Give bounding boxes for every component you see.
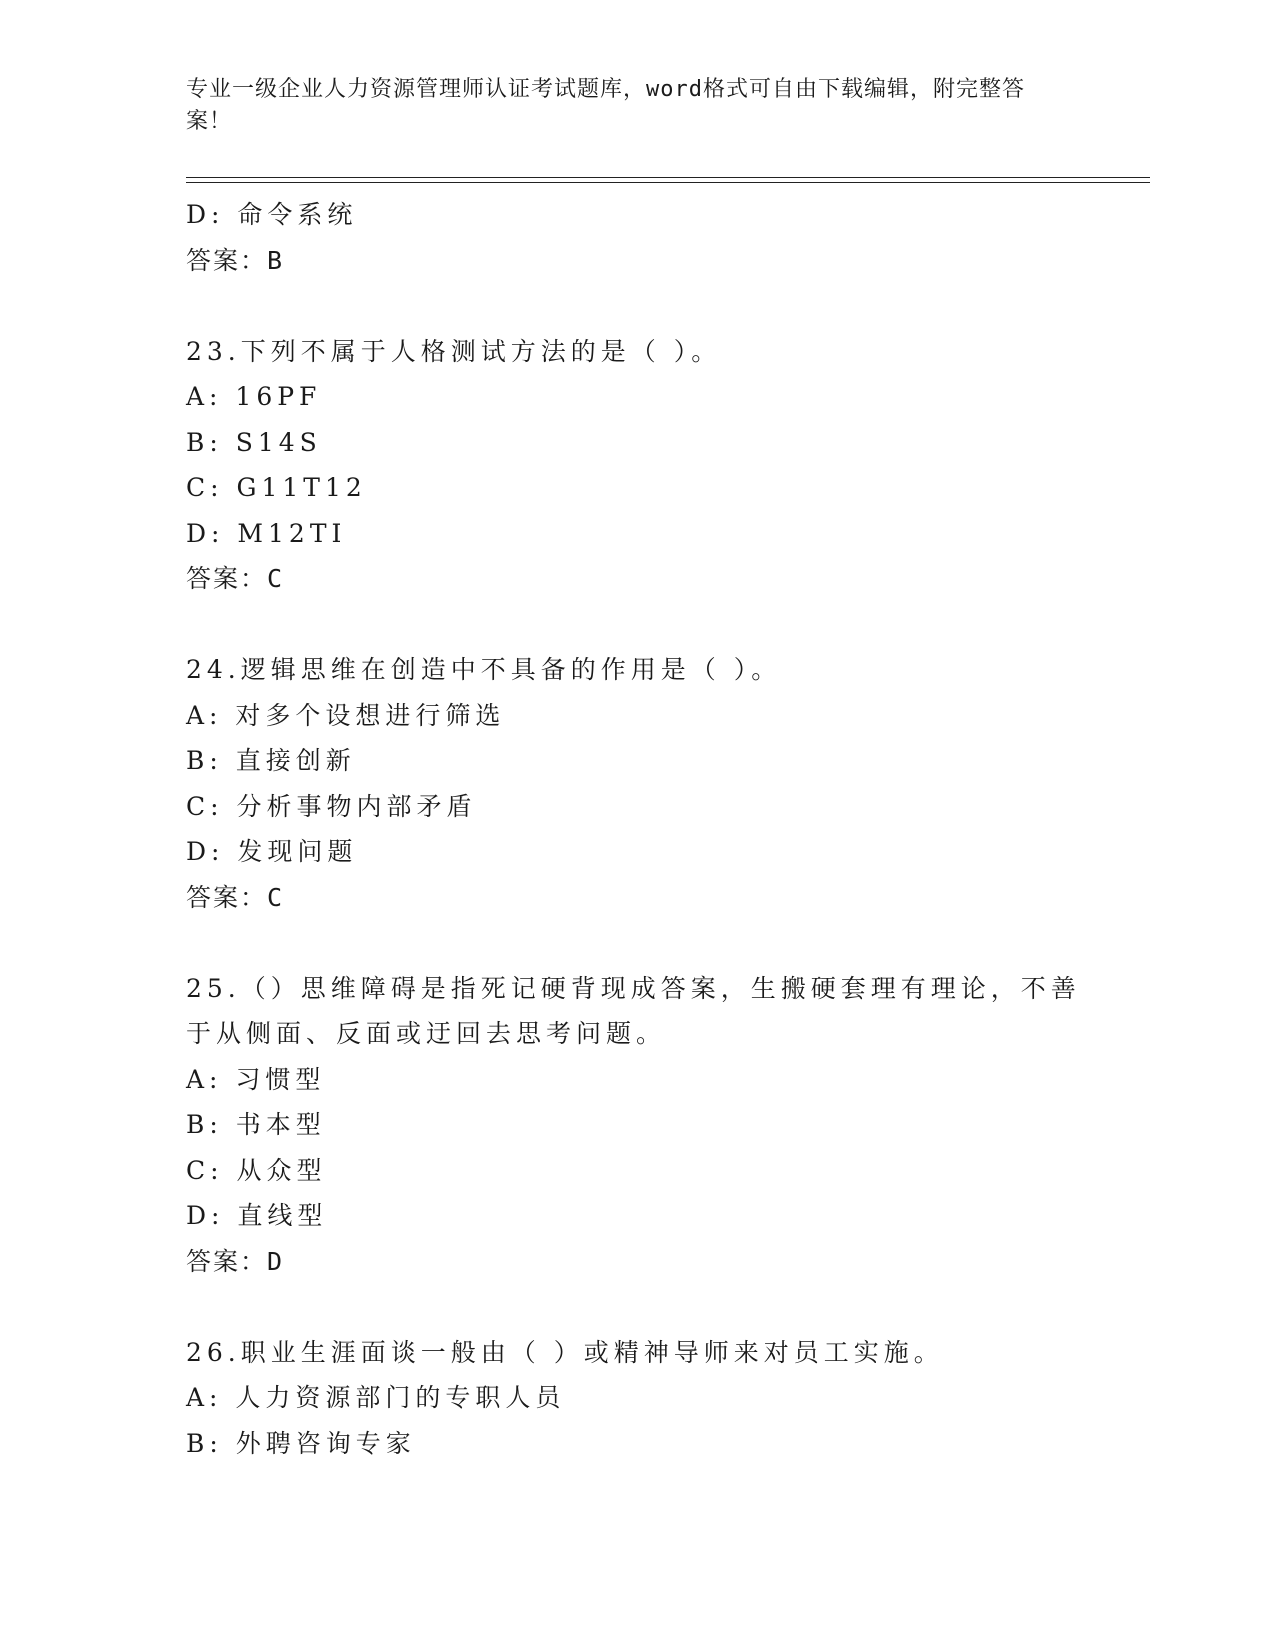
- spacer: [186, 1284, 1086, 1330]
- spacer: [186, 920, 1086, 966]
- header-divider-top: [186, 177, 1150, 178]
- answer-line: 答案：C: [186, 882, 285, 912]
- question-stem: 23.下列不属于人格测试方法的是（ ）。: [186, 336, 722, 366]
- answer-line: 答案：B: [186, 245, 285, 275]
- question-stem: 26.职业生涯面谈一般由（ ）或精神导师来对员工实施。: [186, 1337, 944, 1367]
- option-d: D: 直线型: [186, 1201, 328, 1230]
- option-a: A: 人力资源部门的专职人员: [186, 1383, 566, 1412]
- document-header: 专业一级企业人力资源管理师认证考试题库，word格式可自由下载编辑，附完整答案！: [186, 77, 1025, 134]
- option-b: B: S14S: [186, 427, 322, 457]
- question-list: [186, 192, 1086, 1466]
- option-a: A: 16PF: [186, 382, 322, 411]
- option-c: C: 从众型: [186, 1155, 327, 1185]
- option-a: A: 对多个设想进行筛选: [186, 700, 506, 730]
- option-d: D: 发现问题: [186, 837, 358, 866]
- option-b: B: 外聘咨询专家: [186, 1428, 416, 1458]
- answer-line: 答案：D: [186, 1246, 285, 1276]
- question-stem: 25.（）思维障碍是指死记硬背现成答案，生搬硬套理有理论，不善于从侧面、反面或迂回去思考问题。: [186, 973, 1081, 1048]
- answer-line: 答案：C: [186, 564, 285, 593]
- question-stem: 24.逻辑思维在创造中不具备的作用是（ ）。: [186, 655, 782, 684]
- option-a: A: 习惯型: [186, 1064, 326, 1094]
- option-c: C: 分析事物内部矛盾: [186, 791, 477, 821]
- option-d: D: 命令系统: [186, 200, 358, 229]
- option-b: B: 直接创新: [186, 746, 356, 775]
- spacer: [186, 283, 1086, 329]
- option-d: D: M12TI: [186, 518, 347, 548]
- option-b: B: 书本型: [186, 1110, 326, 1139]
- header-divider-bottom: [186, 182, 1150, 183]
- spacer: [186, 602, 1086, 648]
- option-c: C: G11T12: [186, 473, 367, 502]
